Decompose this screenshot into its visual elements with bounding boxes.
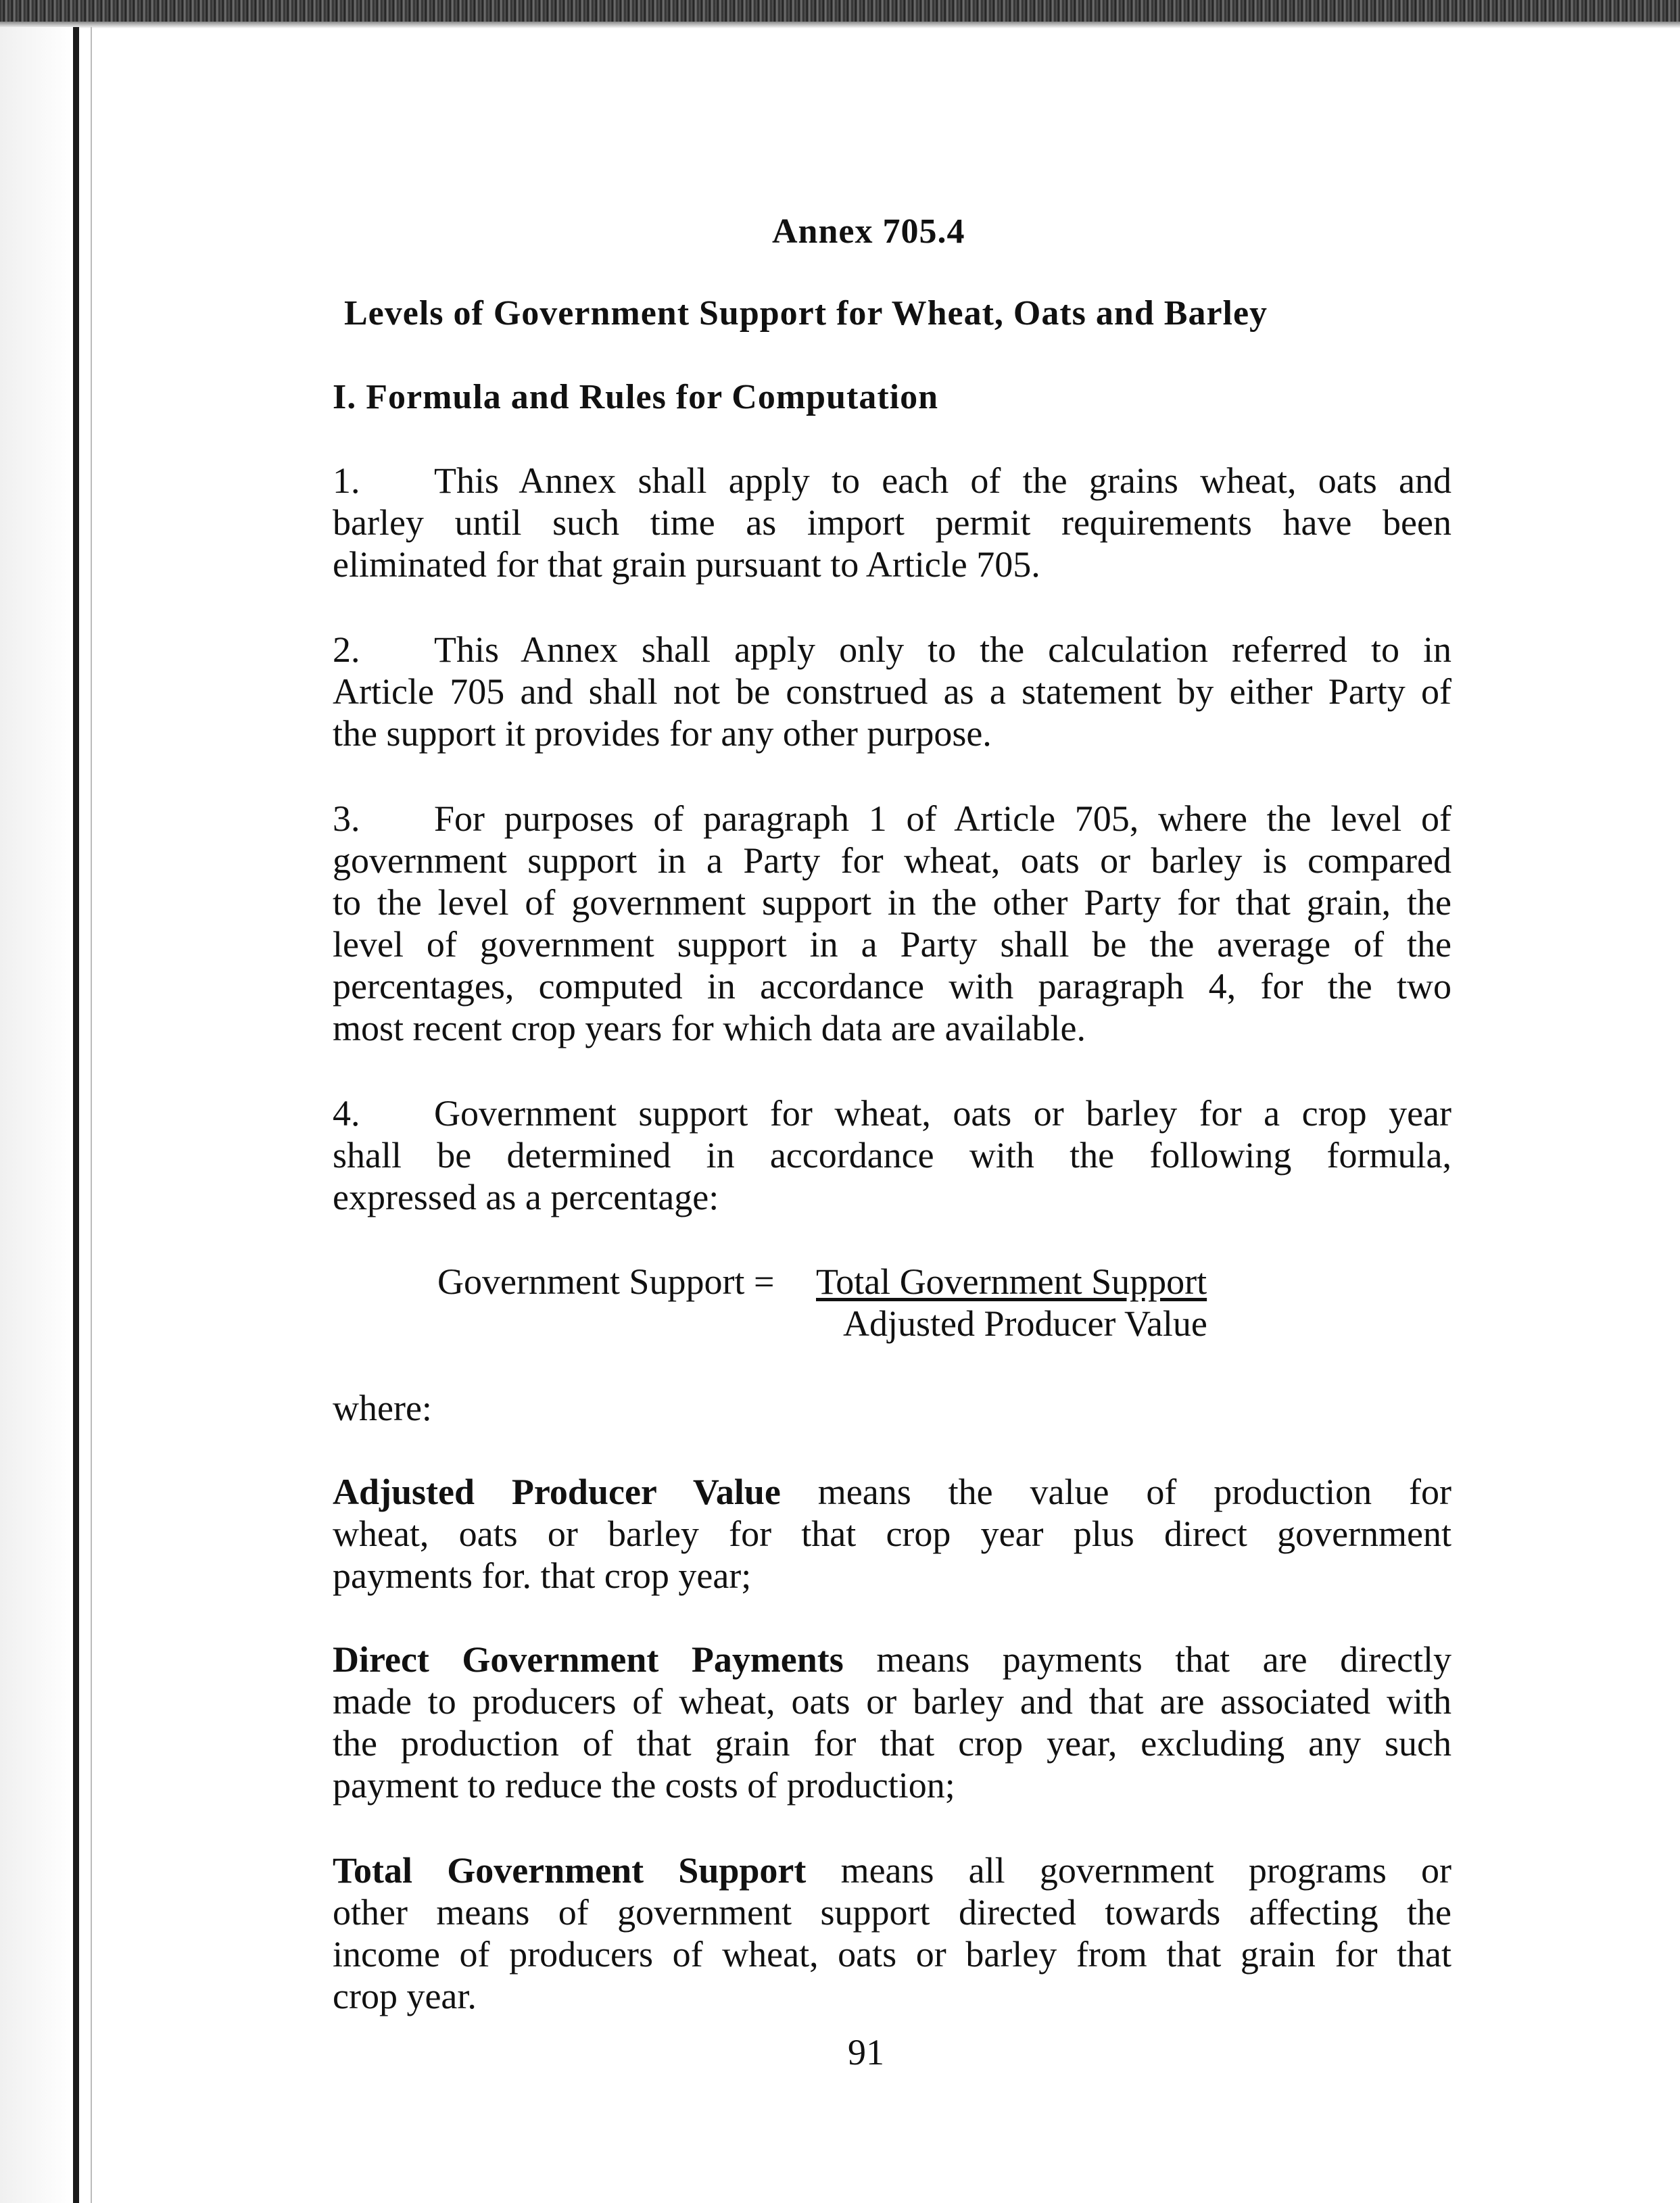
binding-shadow bbox=[0, 27, 73, 2203]
term-adjusted-producer-value: Adjusted Producer Value bbox=[333, 1472, 781, 1512]
paragraph-1-line-2: barley until such time as import permit requirements have been bbox=[333, 502, 1451, 543]
paragraph-4-line-3: expressed as a percentage: bbox=[333, 1177, 719, 1217]
paragraph-2-line-1: 2. This Annex shall apply only to the calculation referred to in bbox=[333, 629, 1451, 670]
where-label: where: bbox=[333, 1388, 432, 1428]
paragraph-1-number: 1. bbox=[333, 460, 360, 501]
paragraph-3-line-6: most recent crop years for which data are available. bbox=[333, 1008, 1086, 1048]
scan-top-shade bbox=[0, 22, 1680, 28]
paragraph-3-line-1: 3. For purposes of paragraph 1 of Article 705, where the level of bbox=[333, 798, 1451, 839]
paragraph-3-line-2: government support in a Party for wheat, oats or barley is compared bbox=[333, 840, 1451, 881]
paragraph-3-number: 3. bbox=[333, 798, 360, 839]
definition-adjusted-producer-value-line-1: Adjusted Producer Value means the value of production for bbox=[333, 1472, 1452, 1512]
definition-direct-government-payments-line-1: Direct Government Payments means payments that are directly bbox=[333, 1639, 1452, 1680]
binding-line bbox=[73, 27, 79, 2203]
formula-lhs: Government Support = bbox=[437, 1261, 775, 1302]
definition-total-government-support-line-1: Total Government Support means all government programs or bbox=[333, 1850, 1451, 1891]
binding-faint-line bbox=[91, 27, 92, 2203]
section-heading: I. Formula and Rules for Computation bbox=[333, 378, 939, 416]
term-direct-government-payments: Direct Government Payments bbox=[333, 1639, 844, 1680]
term-total-government-support: Total Government Support bbox=[333, 1850, 807, 1891]
paragraph-1-line-3: eliminated for that grain pursuant to Article 705. bbox=[333, 544, 1040, 585]
formula-numerator: Total Government Support bbox=[816, 1261, 1207, 1302]
annex-title: Annex 705.4 bbox=[772, 212, 965, 251]
paragraph-2-line-3: the support it provides for any other purpose. bbox=[333, 713, 992, 754]
scan-top-edge bbox=[0, 0, 1680, 22]
formula-denominator: Adjusted Producer Value bbox=[843, 1303, 1207, 1344]
paragraph-3-line-4: level of government support in a Party shall be the average of the bbox=[333, 924, 1451, 965]
paragraph-2-number: 2. bbox=[333, 629, 360, 670]
paragraph-4-line-2: shall be determined in accordance with the following formula, bbox=[333, 1135, 1451, 1176]
paragraph-4-number: 4. bbox=[333, 1093, 360, 1134]
paragraph-3-line-5: percentages, computed in accordance with paragraph 4, for the two bbox=[333, 966, 1451, 1007]
annex-subtitle: Levels of Government Support for Wheat, Oats and Barley bbox=[344, 294, 1268, 333]
definition-total-government-support-line-3: income of producers of wheat, oats or barley from that grain for that bbox=[333, 1934, 1451, 1975]
definition-direct-government-payments-line-4: payment to reduce the costs of production; bbox=[333, 1765, 955, 1806]
definition-direct-government-payments-line-2: made to producers of wheat, oats or barley and that are associated with bbox=[333, 1681, 1451, 1722]
paragraph-2-line-2: Article 705 and shall not be construed as a statement by either Party of bbox=[333, 671, 1451, 712]
paragraph-3-line-3: to the level of government support in the other Party for that grain, the bbox=[333, 882, 1451, 923]
paragraph-1-line-1: 1. This Annex shall apply to each of the grains wheat, oats and bbox=[333, 460, 1451, 501]
definition-adjusted-producer-value-line-2: wheat, oats or barley for that crop year plus direct government bbox=[333, 1514, 1451, 1554]
paragraph-4-line-1: 4. Government support for wheat, oats or barley for a crop year bbox=[333, 1093, 1451, 1134]
page-number: 91 bbox=[848, 2032, 884, 2073]
definition-total-government-support-line-2: other means of government support directed towards affecting the bbox=[333, 1892, 1451, 1933]
definition-adjusted-producer-value-line-3: payments for. that crop year; bbox=[333, 1555, 752, 1596]
definition-total-government-support-line-4: crop year. bbox=[333, 1976, 477, 2016]
definition-direct-government-payments-line-3: the production of that grain for that crop year, excluding any such bbox=[333, 1723, 1451, 1764]
